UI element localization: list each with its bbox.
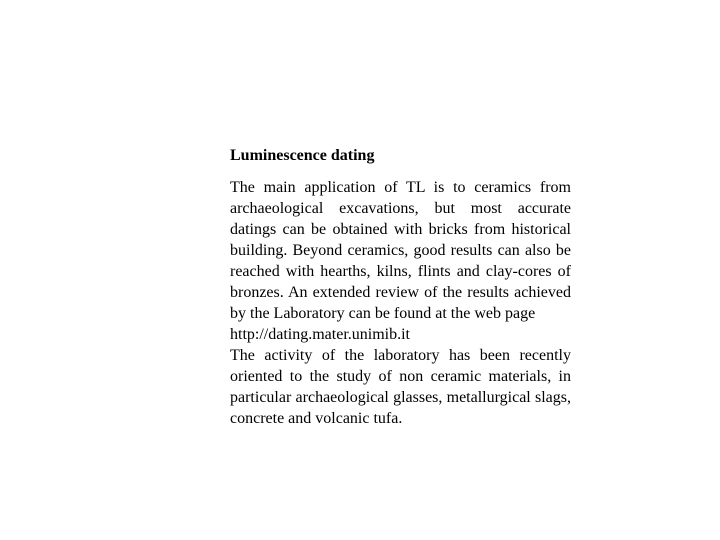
- laboratory-web-link[interactable]: http://dating.mater.unimib.it: [230, 326, 410, 343]
- section-heading: Luminescence dating: [230, 147, 375, 164]
- document-body: [230, 146, 571, 429]
- paragraph-recent-activity: The activity of the laboratory has been recently oriented to the study of non ceramic materials, in particular archaeological glasses, metallurgical slags, concrete and volcanic tufa.: [230, 347, 571, 427]
- paragraph-applications-text: The main application of TL is to ceramics from archaeological excavations, but most accurate datings can be obtained with bricks from historical building. Beyond ceramics, good results can also be reached with hearths, kilns, flints and clay-cores of bronzes. An extended review of the results achieved by the Laboratory can be found at the web page: [230, 179, 571, 322]
- paragraph-applications: [230, 177, 571, 345]
